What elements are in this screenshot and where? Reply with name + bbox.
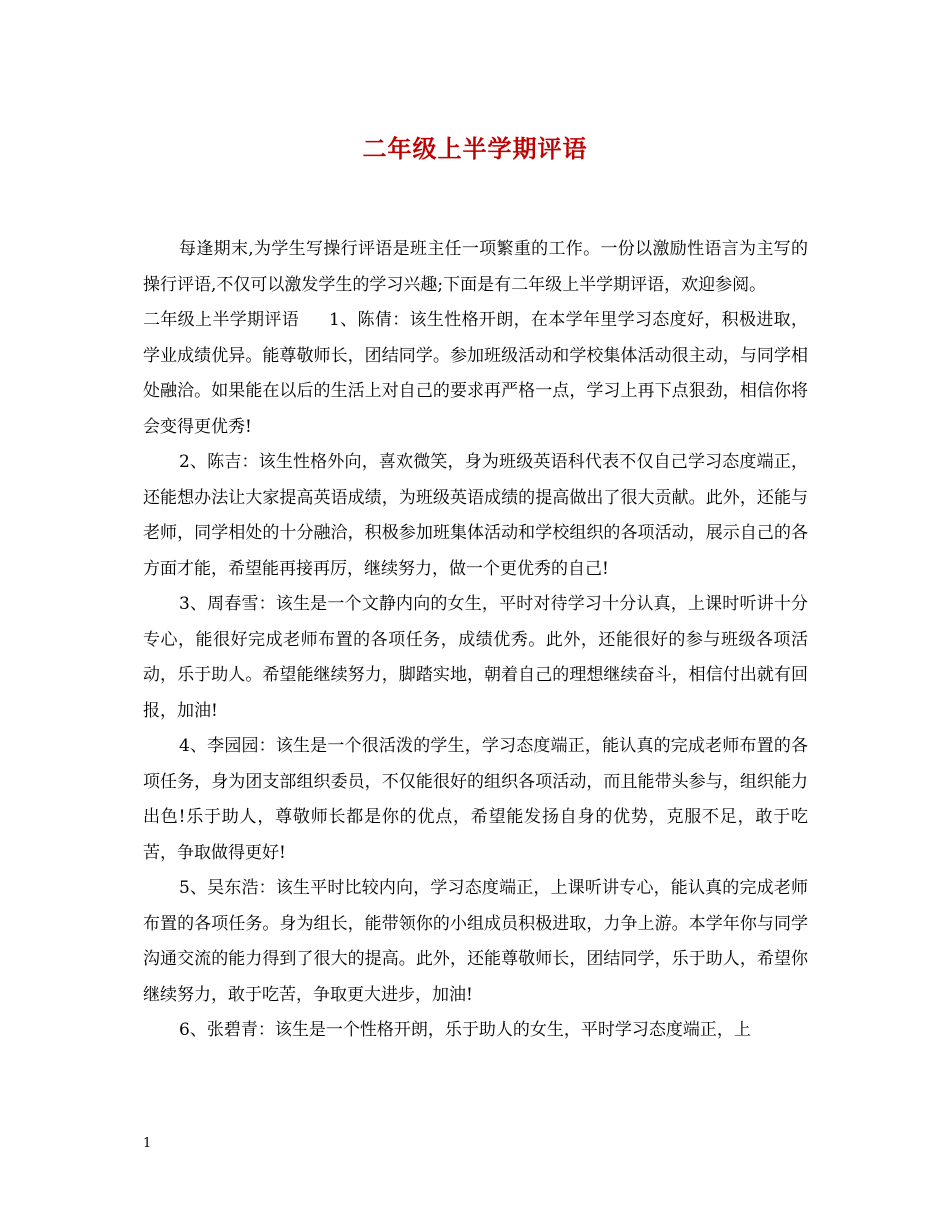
comment-paragraph-5: 5、吴东浩：该生平时比较内向，学习态度端正，上课听讲专心，能认真的完成老师布置的各项任务。身为组长，能带领你的小组成员积极进取，力争上游。本学年你与同学沟通交流的能力得到了很大的提高。此外，还能尊敬师长，团结同学，乐于助人，希望你继续努力，敢于吃苦，争取更大进步，加油! bbox=[143, 878, 808, 1005]
page-number: 1 bbox=[143, 1136, 152, 1151]
intro-paragraph: 每逢期末,为学生写操行评语是班主任一项繁重的工作。一份以激励性语言为主写的操行评语,不仅可以激发学生的学习兴趣;下面是有二年级上半学期评语，欢迎参阅。 bbox=[143, 239, 808, 295]
comment-paragraph-6: 6、张碧青：该生是一个性格开朗，乐于助人的女生，平时学习态度端正，上 bbox=[179, 1020, 751, 1040]
comment-paragraph-1 bbox=[143, 303, 808, 445]
comment-1-text: 1、陈倩：该生性格开朗，在本学年里学习态度好，积极进取，学业成绩优异。能尊敬师长，团结同学。参加班级活动和学校集体活动很主动，与同学相处融洽。如果能在以后的生活上对自己的要求再严格一点，学习上再下点狠劲，相信你将会变得更优秀! bbox=[143, 310, 808, 437]
comment-paragraph-2: 2、陈吉：该生性格外向，喜欢微笑，身为班级英语科代表不仅自己学习态度端正，还能想办法让大家提高英语成绩，为班级英语成绩的提高做出了很大贡献。此外，还能与老师，同学相处的十分融洽，积极参加班集体活动和学校组织的各项活动，展示自己的各方面才能，希望能再接再厉，继续努力，做一个更优秀的自己! bbox=[143, 452, 808, 579]
section-label: 二年级上半学期评语 bbox=[143, 310, 300, 330]
comment-paragraph-3: 3、周春雪：该生是一个文静内向的女生，平时对待学习十分认真，上课时听讲十分专心，能很好完成老师布置的各项任务，成绩优秀。此外，还能很好的参与班级各项活动，乐于助人。希望能继续努力，脚踏实地，朝着自己的理想继续奋斗，相信付出就有回报，加油! bbox=[143, 594, 808, 721]
document-title: 二年级上半学期评语 bbox=[362, 134, 588, 163]
document-body bbox=[143, 232, 808, 1049]
comment-paragraph-4: 4、李园园：该生是一个很活泼的学生，学习态度端正，能认真的完成老师布置的各项任务，身为团支部组织委员，不仅能很好的组织各项活动，而且能带头参与，组织能力出色!乐于助人，尊敬师长都是你的优点，希望能发扬自身的优势，克服不足，敢于吃苦，争取做得更好! bbox=[143, 736, 808, 863]
